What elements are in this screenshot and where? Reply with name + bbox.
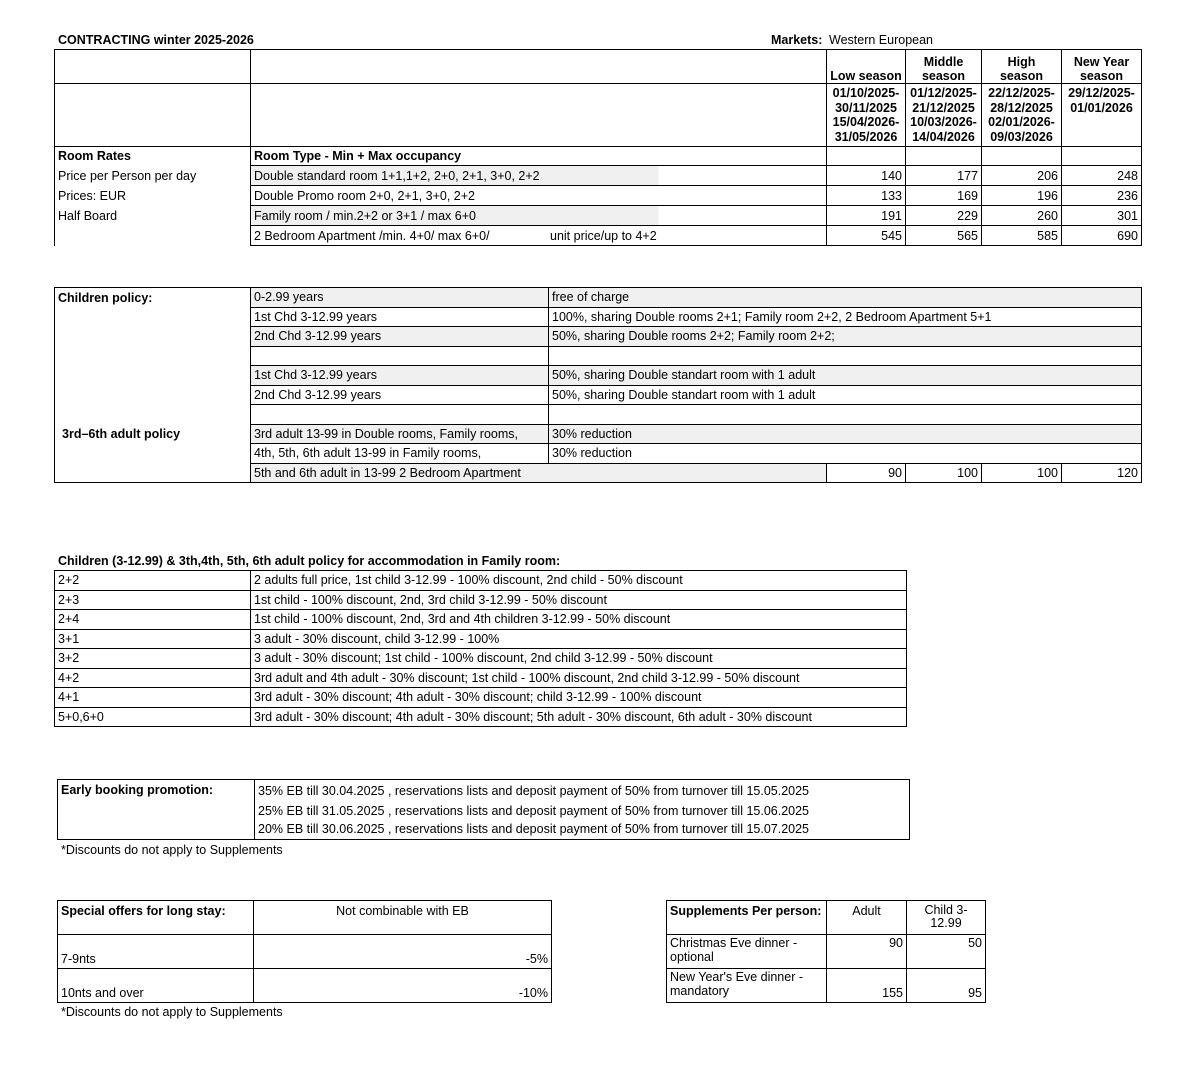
price-cell: 169 [906, 186, 982, 206]
markets-label: Markets: [771, 33, 823, 47]
long-stay-table [57, 900, 552, 1003]
family-policy-title: Children (3-12.99) & 3th,4th, 5th, 6th adult policy for accommodation in Family room: [58, 554, 561, 568]
price-cell: 690 [1062, 226, 1142, 246]
price-cell: 90 [827, 463, 906, 483]
season-header-newyear: New Year season [1062, 50, 1142, 84]
family-rule: 3rd adult and 4th adult - 30% discount; 1st child - 100% discount, 2nd child 3-12.99 - 50% discount [251, 668, 907, 688]
rule-cell: 100%, sharing Double rooms 2+1; Family room 2+2, 2 Bedroom Apartment 5+1 [549, 307, 1142, 327]
family-rule: 3 adult - 30% discount, child 3-12.99 - 100% [251, 629, 907, 649]
age-cell: 1st Chd 3-12.99 years [251, 307, 549, 327]
early-booking-table [57, 779, 910, 840]
rule-cell: free of charge [549, 288, 1142, 308]
room-type-label: Room Type - Min + Max occupancy [251, 147, 827, 166]
currency-label: Prices: EUR [55, 186, 251, 206]
season-dates-low: 01/10/2025- 30/11/2025 15/04/2026- 31/05/2026 [827, 84, 906, 147]
age-cell: 1st Chd 3-12.99 years [251, 366, 549, 386]
age-cell: 0-2.99 years [251, 288, 549, 308]
adult-column-header: Adult [827, 901, 907, 935]
room-type-cell: Family room / min.2+2 or 3+1 / max 6+0 [251, 206, 827, 226]
family-rule: 3rd adult - 30% discount; 4th adult - 30% discount; 5th adult - 30% discount, 6th adult - 30% discount [251, 707, 907, 727]
occupancy-code: 3+2 [55, 649, 251, 669]
family-rule: 1st child - 100% discount, 2nd, 3rd child 3-12.99 - 50% discount [251, 590, 907, 610]
early-booking-line: 35% EB till 30.04.2025 , reservations lists and deposit payment of 50% from turnover till 15.05.2025 [258, 783, 810, 798]
children-policy-title: Children policy: [55, 288, 251, 308]
price-basis-label: Price per Person per day [55, 166, 251, 186]
family-rule: 3 adult - 30% discount; 1st child - 100% discount, 2nd child 3-12.99 - 50% discount [251, 649, 907, 669]
price-cell: 545 [827, 226, 906, 246]
occupancy-code: 2+2 [55, 571, 251, 591]
family-rule: 1st child - 100% discount, 2nd, 3rd and 4th children 3-12.99 - 50% discount [251, 610, 907, 630]
blank-cell [55, 226, 251, 246]
occupancy-code: 3+1 [55, 629, 251, 649]
occupancy-code: 4+1 [55, 688, 251, 708]
supplements-title: Supplements Per person: [667, 901, 827, 935]
age-cell: 2nd Chd 3-12.99 years [251, 385, 549, 405]
occupancy-code: 2+3 [55, 590, 251, 610]
price-cell: 196 [982, 186, 1062, 206]
child-price: 95 [907, 969, 986, 1003]
price-cell: 120 [1062, 463, 1142, 483]
unit-price-note: unit price/up to 4+2 [550, 228, 657, 243]
price-cell: 100 [982, 463, 1062, 483]
long-stay-title: Special offers for long stay: [58, 901, 254, 935]
price-cell: 133 [827, 186, 906, 206]
child-column-header: Child 3- 12.99 [907, 901, 986, 935]
document-title: CONTRACTING winter 2025-2026 [58, 33, 254, 47]
adult-price: 90 [827, 935, 907, 969]
price-cell: 229 [906, 206, 982, 226]
child-price: 50 [907, 935, 986, 969]
room-rates-table [54, 49, 1142, 246]
price-cell: 565 [906, 226, 982, 246]
price-cell: 177 [906, 166, 982, 186]
stay-length: 10nts and over [58, 969, 254, 1003]
blank-cell [251, 50, 827, 84]
occupancy-code: 2+4 [55, 610, 251, 630]
price-cell: 140 [827, 166, 906, 186]
adult-price: 155 [827, 969, 907, 1003]
price-cell: 236 [1062, 186, 1142, 206]
supplements-table [666, 900, 986, 1003]
season-dates-high: 22/12/2025- 28/12/2025 02/01/2026- 09/03/2026 [982, 84, 1062, 147]
price-cell: 301 [1062, 206, 1142, 226]
rule-cell: 50%, sharing Double rooms 2+2; Family room 2+2; [549, 327, 1142, 347]
rule-cell [549, 346, 1142, 366]
price-cell: 260 [982, 206, 1062, 226]
price-cell: 585 [982, 226, 1062, 246]
family-rule: 2 adults full price, 1st child 3-12.99 - 100% discount, 2nd child - 50% discount [251, 571, 907, 591]
season-header-middle: Middle season [906, 50, 982, 84]
adult-policy-title: 3rd–6th adult policy [55, 424, 251, 444]
stay-discount: -10% [254, 969, 552, 1003]
occupancy-code: 4+2 [55, 668, 251, 688]
age-cell [251, 346, 549, 366]
price-cell: 248 [1062, 166, 1142, 186]
price-cell: 100 [906, 463, 982, 483]
room-rates-label: Room Rates [55, 147, 251, 166]
rule-cell: 30% reduction [549, 424, 1142, 444]
family-rule: 3rd adult - 30% discount; 4th adult - 30% discount; child 3-12.99 - 100% discount [251, 688, 907, 708]
board-label: Half Board [55, 206, 251, 226]
family-policy-table [54, 570, 907, 727]
season-header-high: High season [982, 50, 1062, 84]
stay-discount: -5% [254, 935, 552, 969]
supplement-name: Christmas Eve dinner - optional [667, 935, 827, 969]
age-cell: 3rd adult 13-99 in Double rooms, Family rooms, [251, 424, 549, 444]
room-type-cell: Double standard room 1+1,1+2, 2+0, 2+1, 3+0, 2+2 [251, 166, 827, 186]
age-cell: 2nd Chd 3-12.99 years [251, 327, 549, 347]
children-policy-table [54, 287, 1142, 483]
early-booking-line: 25% EB till 31.05.2025 , reservations lists and deposit payment of 50% from turnover till 15.06.2025 [258, 803, 810, 818]
season-dates-middle: 01/12/2025- 21/12/2025 10/03/2026- 14/04/2026 [906, 84, 982, 147]
age-cell [251, 405, 549, 425]
age-cell: 4th, 5th, 6th adult 13-99 in Family rooms, [251, 444, 549, 464]
early-booking-title: Early booking promotion: [58, 780, 255, 802]
rule-cell [549, 405, 1142, 425]
room-type-cell: 2 Bedroom Apartment /min. 4+0/ max 6+0/ unit price/up to 4+2 [251, 226, 827, 246]
season-dates-newyear: 29/12/2025- 01/01/2026 [1062, 84, 1142, 147]
blank-cell [55, 84, 251, 147]
season-header-low: Low season [827, 50, 906, 84]
early-booking-line: 20% EB till 30.06.2025 , reservations lists and deposit payment of 50% from turnover till 15.07.2025 [258, 822, 810, 837]
early-booking-footnote: *Discounts do not apply to Supplements [61, 843, 283, 857]
rule-cell: 30% reduction [549, 444, 1142, 464]
stay-length: 7-9nts [58, 935, 254, 969]
rule-cell: 50%, sharing Double standart room with 1 adult [549, 366, 1142, 386]
price-cell: 191 [827, 206, 906, 226]
blank-cell [251, 84, 827, 147]
blank-cell [55, 50, 251, 84]
rule-cell: 50%, sharing Double standart room with 1 adult [549, 385, 1142, 405]
occupancy-code: 5+0,6+0 [55, 707, 251, 727]
supplement-name: New Year's Eve dinner - mandatory [667, 969, 827, 1003]
long-stay-footnote: *Discounts do not apply to Supplements [61, 1005, 283, 1019]
apartment-adult-label: 5th and 6th adult in 13-99 2 Bedroom Apartment [251, 463, 827, 483]
markets-value: Western European [829, 33, 933, 47]
price-cell: 206 [982, 166, 1062, 186]
long-stay-note: Not combinable with EB [254, 901, 552, 935]
room-type-cell: Double Promo room 2+0, 2+1, 3+0, 2+2 [251, 186, 827, 206]
